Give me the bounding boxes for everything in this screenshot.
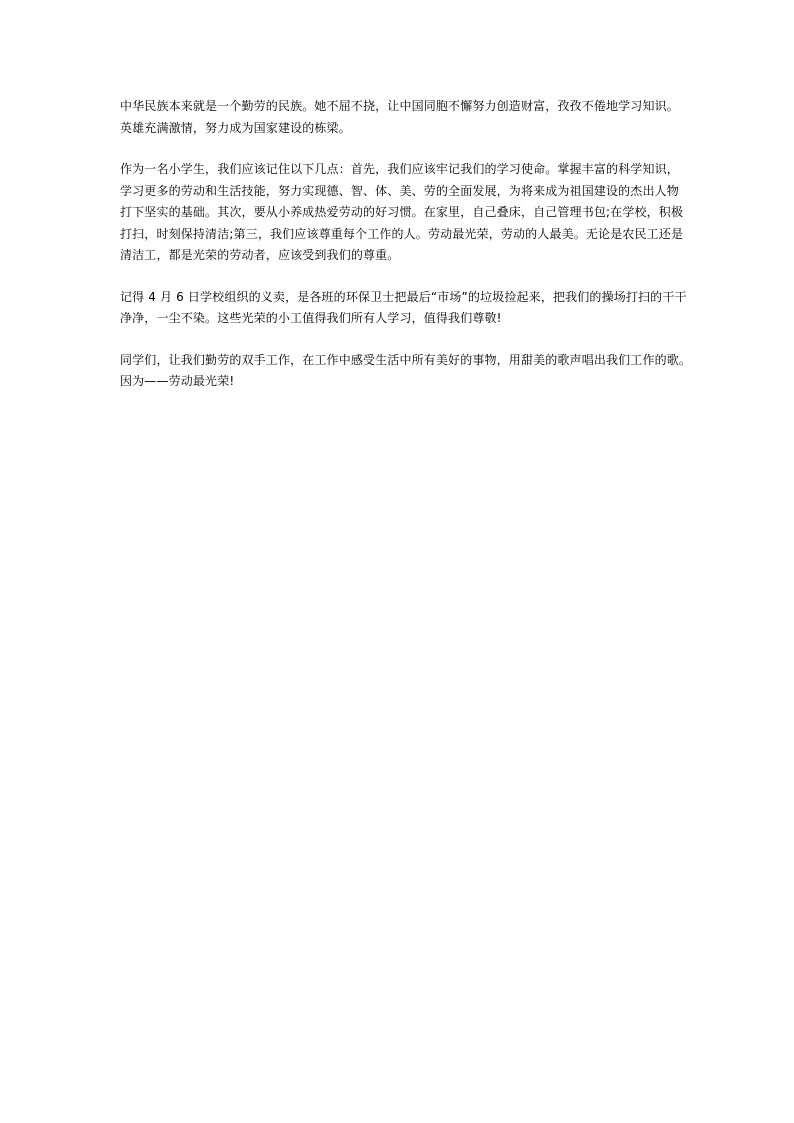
paragraph-4	[120, 350, 692, 393]
paragraph-line: 作为一名小学生，我们应该记住以下几点：首先，我们应该牢记我们的学习使命。掌握丰富的科学知识，	[120, 162, 679, 176]
paragraph-line: 记得 4 月 6 日学校组织的义卖，是各班的环保卫士把最后“市场”的垃圾捡起来，把我们的操场打扫的干干	[120, 289, 687, 304]
paragraph-line: 打扫，时刻保持清洁;第三，我们应该尊重每个工作的人。劳动最光荣，劳动的人最美。无论是农民工还是	[120, 226, 684, 241]
paragraph-line: 学习更多的劳动和生活技能，努力实现德、智、体、美、劳的全面发展，为将来成为祖国建设的杰出人物	[120, 183, 679, 198]
paragraph-line: 同学们，让我们勤劳的双手工作，在工作中感受生活中所有美好的事物，用甜美的歌声唱出我们工作的歌。	[120, 352, 692, 367]
paragraph-line: 因为——劳动最光荣!	[120, 374, 235, 388]
paragraph-line: 净净，一尘不染。这些光荣的小工值得我们所有人学习，值得我们尊敬!	[120, 311, 502, 325]
paragraph-2	[120, 159, 684, 267]
paragraph-line: 打下坚实的基础。其次，要从小养成热爱劳动的好习惯。在家里，自己叠床，自己管理书包;在学校，积极	[120, 205, 684, 219]
paragraph-1	[120, 96, 680, 139]
paragraph-line: 清洁工，都是光荣的劳动者，应该受到我们的尊重。	[120, 248, 400, 262]
paragraph-3	[120, 287, 687, 330]
paragraph-line: 中华民族本来就是一个勤劳的民族。她不屈不挠，让中国同胞不懈努力创造财富，孜孜不倦地学习知识。	[120, 99, 679, 113]
document-body	[120, 96, 692, 413]
paragraph-line: 英雄充满激情，努力成为国家建设的栋梁。	[120, 120, 351, 135]
